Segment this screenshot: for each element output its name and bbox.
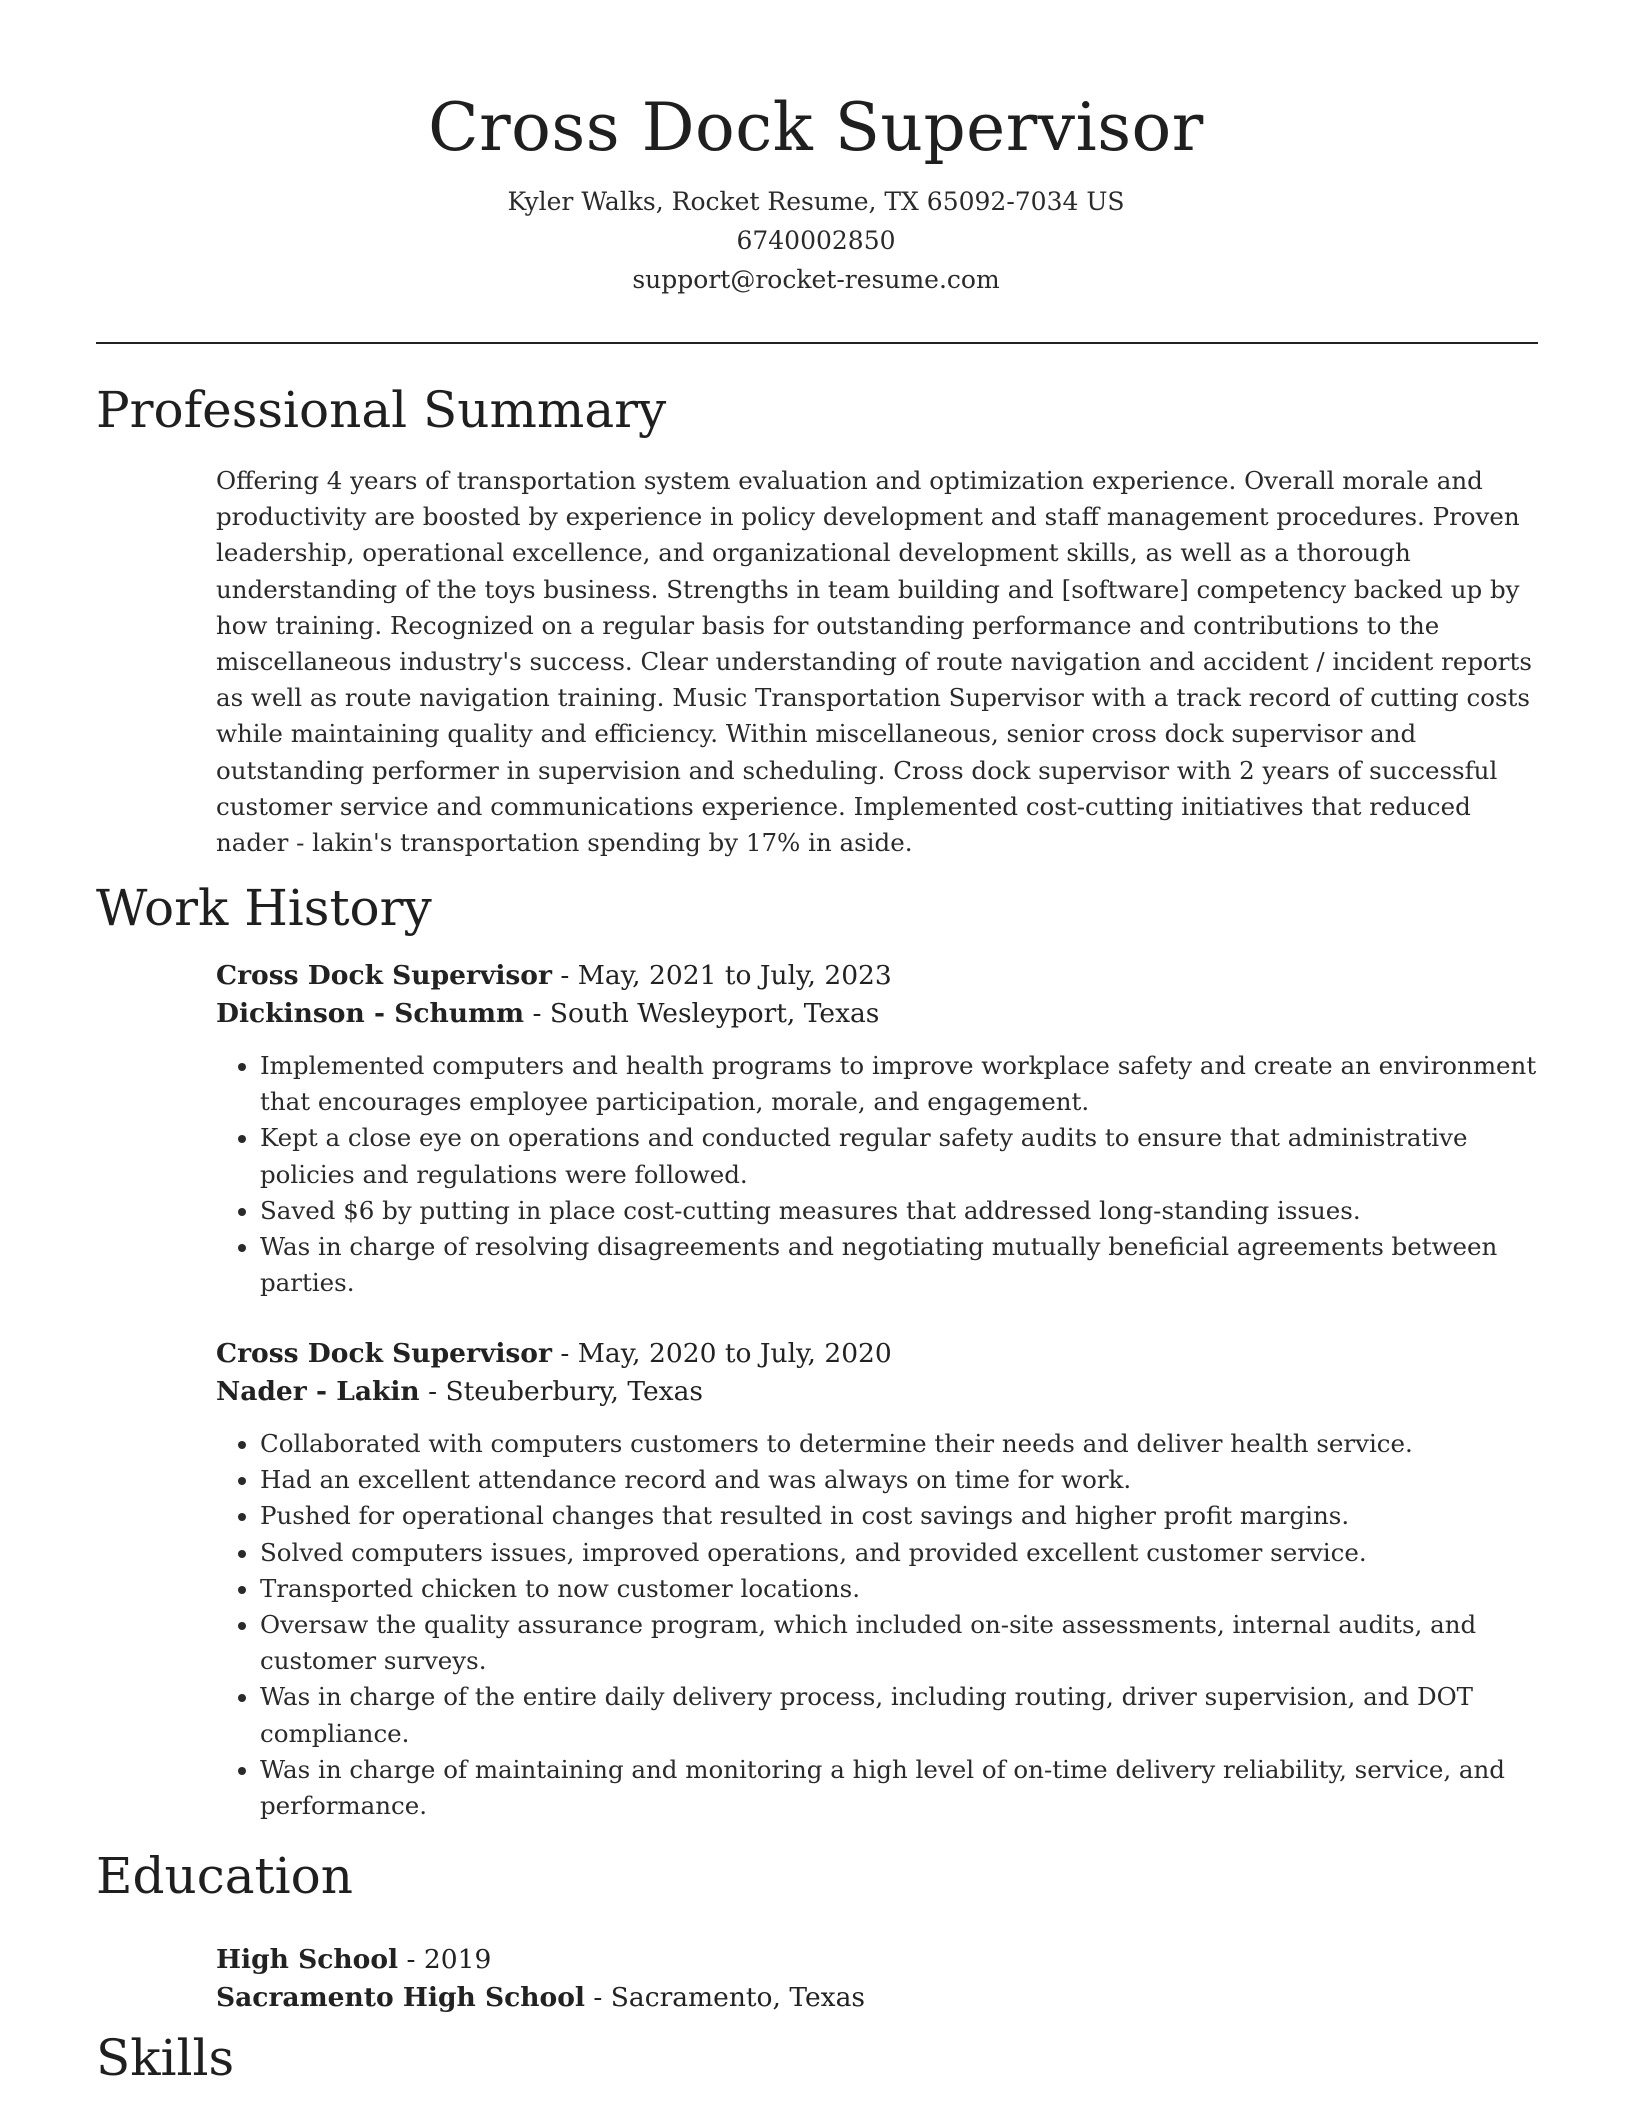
job-duty-item: • Was in charge of the entire daily delivery process, including routing, driver supervision, and DOT compliance. (260, 1679, 1546, 1751)
candidate-name: Cross Dock Supervisor (428, 89, 1204, 166)
education-location: - Sacramento, Texas (584, 1982, 866, 2013)
job-title: Cross Dock Supervisor (216, 960, 552, 991)
resume-header (0, 0, 1632, 299)
job-title: Cross Dock Supervisor (216, 1338, 552, 1369)
job-employer (216, 1373, 1546, 1411)
education-heading (216, 1941, 1546, 1979)
job-heading (216, 957, 1546, 995)
professional-summary-text: Offering 4 years of transportation system evaluation and optimization experience. Overall morale and productivity are boosted by experience in policy development and staff management procedures. Proven leadership, operational excellence, and organizational development skills, as well as a thorough understanding of the toys business. Strengths in team building and [software] competency backed up by how training. Recognized on a regular basis for outstanding performance and contributions to the miscellaneous industry's success. Clear understanding of route navigation and accident / incident reports as well as route navigation training. Music Transportation Supervisor with a track record of cutting costs while maintaining quality and efficiency. Within miscellaneous, senior cross dock supervisor and outstanding performer in supervision and scheduling. Cross dock supervisor with 2 years of successful customer service and communications experience. Implemented cost-cutting initiatives that reduced nader - lakin's transportation spending by 17% in aside. (216, 466, 1532, 858)
contact-email: support@rocket-resume.com (632, 265, 1000, 294)
job-employer (216, 995, 1546, 1033)
job-duty-item: • Kept a close eye on operations and conducted regular safety audits to ensure that administrative policies and regulations were followed. (260, 1120, 1546, 1192)
job-duty-item: • Implemented computers and health programs to improve workplace safety and create an environment that encourages employee participation, morale, and engagement. (260, 1048, 1546, 1120)
header-divider (96, 342, 1538, 344)
education-degree: High School (216, 1944, 399, 1975)
education-school: Sacramento High School (216, 1982, 585, 2013)
job-duty-item: • Transported chicken to now customer locations. (260, 1571, 1546, 1607)
job-duty-item: • Saved $6 by putting in place cost-cutting measures that addressed long-standing issues. (260, 1193, 1546, 1229)
job-location: - South Wesleyport, Texas (524, 998, 880, 1029)
section-title-work-history: Work History (96, 879, 432, 937)
job-duties-list (216, 1048, 1546, 1301)
job-duty-item: • Pushed for operational changes that resulted in cost savings and higher profit margins. (260, 1498, 1546, 1534)
contact-phone: 6740002850 (736, 226, 896, 255)
job-company: Dickinson - Schumm (216, 998, 525, 1029)
job-duty-item: • Collaborated with computers customers to determine their needs and deliver health service. (260, 1426, 1546, 1462)
contact-address: Kyler Walks, Rocket Resume, TX 65092-7034 US (507, 187, 1125, 216)
job-location: - Steuberbury, Texas (419, 1376, 704, 1407)
job-dates: - May, 2020 to July, 2020 (551, 1338, 892, 1369)
job-duties-list (216, 1426, 1546, 1824)
job-duty-item: • Was in charge of maintaining and monitoring a high level of on-time delivery reliability, service, and performance. (260, 1752, 1546, 1824)
education-year: - 2019 (398, 1944, 492, 1975)
contact-info (0, 182, 1632, 299)
job-duty-item: • Oversaw the quality assurance program, which included on-site assessments, internal audits, and customer surveys. (260, 1607, 1546, 1679)
job-duty-item: • Had an excellent attendance record and was always on time for work. (260, 1462, 1546, 1498)
job-duty-item: • Solved computers issues, improved operations, and provided excellent customer service. (260, 1535, 1546, 1571)
job-duty-item: • Was in charge of resolving disagreements and negotiating mutually beneficial agreements between parties. (260, 1229, 1546, 1301)
job-dates: - May, 2021 to July, 2023 (551, 960, 892, 991)
section-title-summary: Professional Summary (96, 381, 667, 439)
job-entry-2 (216, 1335, 1546, 1824)
job-entry-1 (216, 957, 1546, 1301)
section-title-skills: Skills (96, 2029, 235, 2087)
job-heading (216, 1335, 1546, 1373)
education-entry (216, 1941, 1546, 2017)
section-title-education: Education (96, 1847, 353, 1905)
job-company: Nader - Lakin (216, 1376, 420, 1407)
education-school-line (216, 1979, 1546, 2017)
